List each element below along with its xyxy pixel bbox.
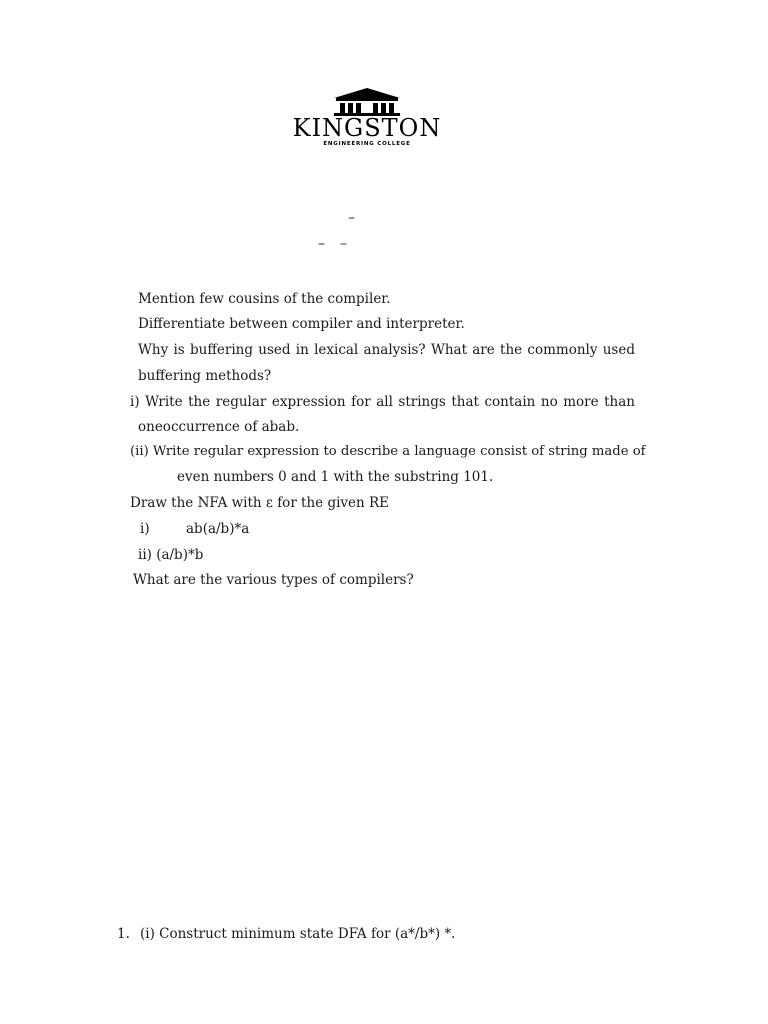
question-line: ii) (a/b)*b [138, 547, 204, 563]
question-line: Why is buffering used in lexical analysis? What are the commonly used [138, 342, 635, 358]
building-columns-icon [276, 84, 458, 148]
question-line: What are the various types of compilers? [133, 572, 414, 588]
question-line: i) Write the regular expression for all strings that contain no more than [130, 394, 635, 410]
question-line: even numbers 0 and 1 with the substring 101. [177, 469, 494, 485]
logo-subtitle: ENGINEERING COLLEGE [323, 141, 411, 147]
footer-number: 1. [117, 926, 130, 942]
question-line: Differentiate between compiler and interpreter. [138, 316, 465, 332]
sub-item-label: i) [140, 521, 150, 537]
question-line: oneoccurrence of abab. [138, 419, 300, 435]
college-logo [276, 84, 458, 148]
question-line: Mention few cousins of the compiler. [138, 291, 391, 307]
footer-question: (i) Construct minimum state DFA for (a*/b*) *. [140, 926, 456, 942]
question-line: Draw the NFA with ε for the given RE [130, 495, 390, 511]
dash-mark: – [340, 236, 347, 252]
dash-mark: – [318, 236, 325, 252]
logo-name: KINGSTON [292, 114, 442, 142]
regex-expression: ab(a/b)*a [186, 521, 250, 537]
question-line: buffering methods? [138, 368, 272, 384]
question-line: (ii) Write regular expression to describe a language consist of string made of [130, 444, 646, 459]
dash-mark: – [348, 210, 355, 226]
